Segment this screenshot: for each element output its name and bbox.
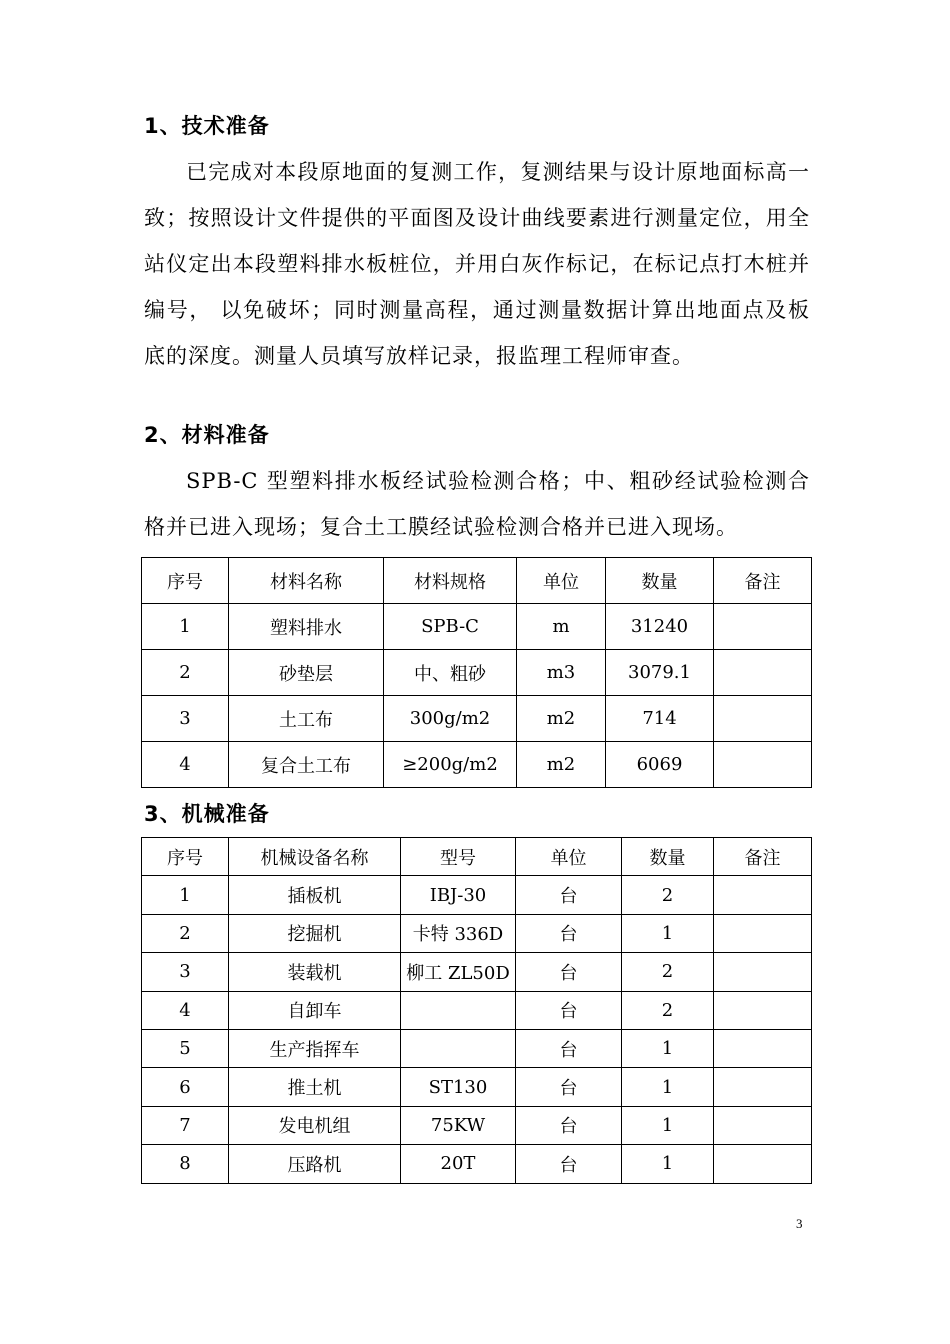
table-header-cell: 序号 — [142, 838, 229, 876]
table-cell: 1 — [622, 1068, 714, 1106]
table-cell: 6069 — [606, 742, 714, 788]
table-cell: 塑料排水 — [229, 604, 384, 650]
table-cell — [714, 1029, 812, 1067]
table-cell: 1 — [622, 1106, 714, 1144]
table-cell: 装载机 — [229, 953, 401, 991]
table-cell: 卡特 336D — [401, 914, 516, 952]
table-cell: ST130 — [401, 1068, 516, 1106]
table-cell: 挖掘机 — [229, 914, 401, 952]
table-cell — [714, 914, 812, 952]
table-cell: SPB-C — [384, 604, 517, 650]
table-cell: 714 — [606, 696, 714, 742]
table-cell: 5 — [142, 1029, 229, 1067]
table-header-cell: 数量 — [606, 558, 714, 604]
table-cell: 20T — [401, 1145, 516, 1183]
table-cell: 复合土工布 — [229, 742, 384, 788]
table-header-cell: 序号 — [142, 558, 229, 604]
table-header-cell: 单位 — [516, 838, 622, 876]
table-cell: 1 — [622, 1029, 714, 1067]
table-cell — [714, 604, 812, 650]
table-cell: IBJ-30 — [401, 876, 516, 914]
table-row — [142, 650, 812, 696]
table-row — [142, 953, 812, 991]
table-cell: m3 — [517, 650, 606, 696]
table-header-cell: 材料名称 — [229, 558, 384, 604]
materials-table — [141, 557, 812, 788]
table-cell: 土工布 — [229, 696, 384, 742]
table-cell: 推土机 — [229, 1068, 401, 1106]
table-header-cell: 数量 — [622, 838, 714, 876]
table-row — [142, 991, 812, 1029]
table-cell: 插板机 — [229, 876, 401, 914]
table-cell: 2 — [622, 876, 714, 914]
table-cell: 2 — [622, 991, 714, 1029]
machinery-table-body — [142, 838, 812, 1184]
table-cell: 7 — [142, 1106, 229, 1144]
table-cell: 台 — [516, 1068, 622, 1106]
table-cell: 4 — [142, 742, 229, 788]
table-row — [142, 696, 812, 742]
table-cell: 6 — [142, 1068, 229, 1106]
table-cell: 砂垫层 — [229, 650, 384, 696]
table-header-row — [142, 558, 812, 604]
table-row — [142, 1068, 812, 1106]
table-cell: 3 — [142, 696, 229, 742]
table-cell: m2 — [517, 696, 606, 742]
table-header-cell: 型号 — [401, 838, 516, 876]
page-number: 3 — [796, 1216, 803, 1231]
table-header-cell: 备注 — [714, 558, 812, 604]
table-cell — [714, 1145, 812, 1183]
table-cell: ≥200g/m2 — [384, 742, 517, 788]
table-cell: 生产指挥车 — [229, 1029, 401, 1067]
table-header-cell: 机械设备名称 — [229, 838, 401, 876]
table-row — [142, 914, 812, 952]
table-cell: 3079.1 — [606, 650, 714, 696]
section-heading-machinery: 3、机械准备 — [144, 802, 270, 826]
table-cell: 台 — [516, 1145, 622, 1183]
table-cell: 2 — [142, 914, 229, 952]
paragraph-tech: 已完成对本段原地面的复测工作，复测结果与设计原地面标高一致；按照设计文件提供的平面图及设计曲线要素进行测量定位，用全站仪定出本段塑料排水板桩位，并用白灰作标记，在标记点打木桩并编号， 以免破坏；同时测量高程，通过测量数据计算出地面点及板底的深度。测量人员填写放样记录，报监理工程师审查。 — [144, 160, 810, 368]
table-header-cell: 单位 — [517, 558, 606, 604]
table-cell: 75KW — [401, 1106, 516, 1144]
table-cell: 台 — [516, 1106, 622, 1144]
table-cell: 压路机 — [229, 1145, 401, 1183]
table-cell: 中、粗砂 — [384, 650, 517, 696]
table-header-cell: 备注 — [714, 838, 812, 876]
table-cell: 台 — [516, 914, 622, 952]
table-cell: 4 — [142, 991, 229, 1029]
table-cell: 2 — [142, 650, 229, 696]
table-cell — [714, 991, 812, 1029]
table-cell — [714, 953, 812, 991]
table-row — [142, 742, 812, 788]
table-cell: 台 — [516, 876, 622, 914]
section-heading-tech: 1、技术准备 — [144, 114, 270, 138]
table-cell: 1 — [142, 604, 229, 650]
table-cell: 1 — [622, 1145, 714, 1183]
table-cell — [714, 650, 812, 696]
table-cell: 31240 — [606, 604, 714, 650]
table-cell — [714, 876, 812, 914]
table-cell: 8 — [142, 1145, 229, 1183]
table-cell — [714, 1106, 812, 1144]
table-cell — [401, 1029, 516, 1067]
table-cell: 自卸车 — [229, 991, 401, 1029]
table-cell: 1 — [142, 876, 229, 914]
table-cell: 柳工 ZL50D — [401, 953, 516, 991]
table-cell: 台 — [516, 991, 622, 1029]
table-cell — [714, 696, 812, 742]
table-cell: 发电机组 — [229, 1106, 401, 1144]
table-cell: 台 — [516, 953, 622, 991]
table-cell — [714, 742, 812, 788]
table-cell: 1 — [622, 914, 714, 952]
table-cell: 3 — [142, 953, 229, 991]
table-row — [142, 1029, 812, 1067]
table-cell: 300g/m2 — [384, 696, 517, 742]
table-cell: 2 — [622, 953, 714, 991]
table-row — [142, 604, 812, 650]
table-header-row — [142, 838, 812, 876]
table-row — [142, 1145, 812, 1183]
paragraph-materials: SPB-C 型塑料排水板经试验检测合格；中、粗砂经试验检测合格并已进入现场；复合土工膜经试验检测合格并已进入现场。 — [144, 469, 810, 539]
table-cell: m — [517, 604, 606, 650]
table-cell — [714, 1068, 812, 1106]
table-cell — [401, 991, 516, 1029]
table-row — [142, 876, 812, 914]
machinery-table — [141, 837, 812, 1184]
materials-table-body — [142, 558, 812, 788]
table-cell: 台 — [516, 1029, 622, 1067]
table-row — [142, 1106, 812, 1144]
table-cell: m2 — [517, 742, 606, 788]
table-header-cell: 材料规格 — [384, 558, 517, 604]
section-heading-materials: 2、材料准备 — [144, 423, 270, 447]
